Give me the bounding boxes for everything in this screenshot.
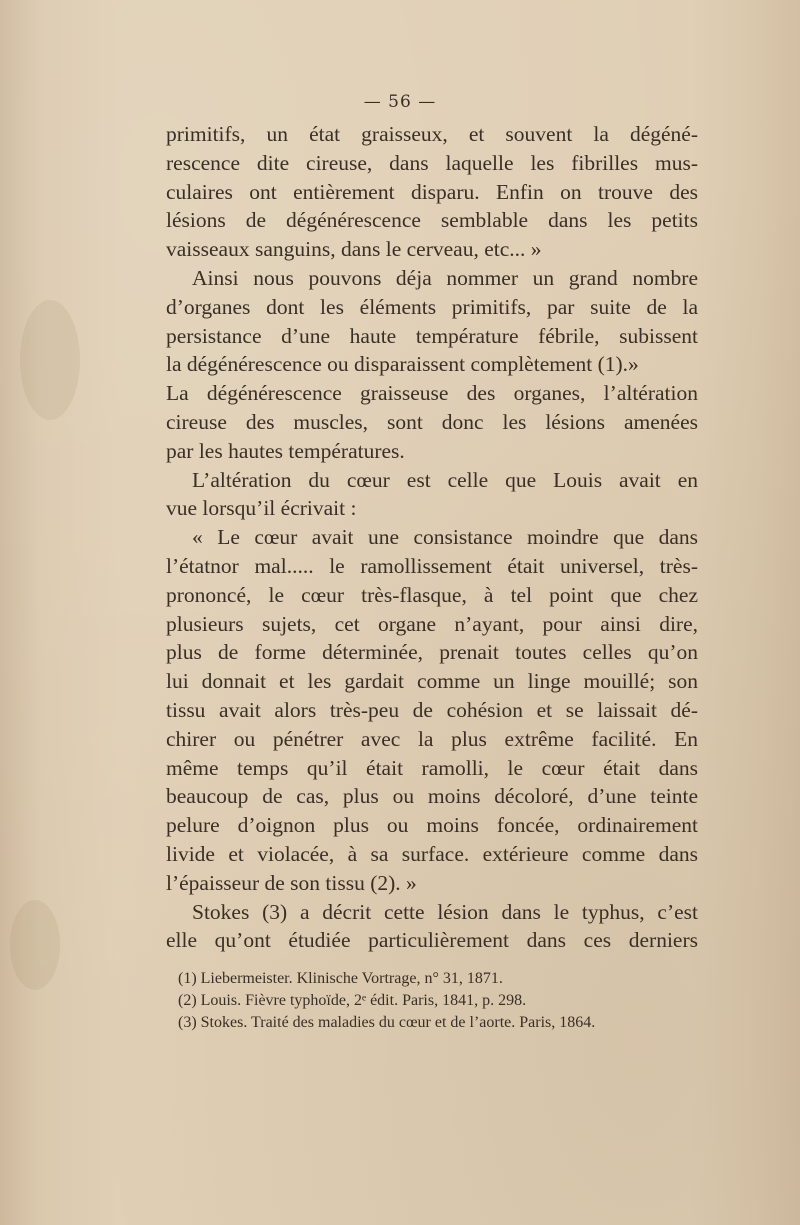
text-line: beaucoup de cas, plus ou moins décoloré, d’une teinte [166,784,698,809]
paper-stain [10,900,60,990]
text-line: livide et violacée, à sa surface. extérieure comme dans [166,841,698,866]
footnote: (1) Liebermeister. Klinische Vortrage, n° 31, 1871. [178,970,503,987]
footnote: (2) Louis. Fièvre typhoïde, 2ᵉ édit. Paris, 1841, p. 298. [178,992,527,1009]
paper-stain [20,300,80,420]
body-text [166,120,698,955]
text-line: Ainsi nous pouvons déja nommer un grand nombre [192,265,698,290]
text-line: tissu avait alors très-peu de cohésion et se laissait dé- [166,697,698,722]
text-line: même temps qu’il était ramolli, le cœur était dans [166,755,698,780]
text-line: vue lorsqu’il écrivait : [166,496,357,521]
text-line: l’étatnor mal..... le ramollissement était universel, très- [166,553,698,578]
text-line: L’altération du cœur est celle que Louis avait en [192,467,698,492]
text-line: la dégénérescence ou disparaissent complètement (1).» [166,352,639,377]
footnotes [178,968,698,1034]
text-line: primitifs, un état graisseux, et souvent la dégéné- [166,122,698,146]
text-line: Stokes (3) a décrit cette lésion dans le typhus, c’est [192,899,698,924]
text-line: persistance d’une haute température fébrile, subissent [166,323,698,348]
text-line: plus de forme déterminée, prenait toutes celles qu’on [166,640,698,665]
text-line: pelure d’oignon plus ou moins foncée, ordinairement [166,813,698,838]
text-line: culaires ont entièrement disparu. Enfin on trouve des [166,179,698,204]
text-line: l’épaisseur de son tissu (2). » [166,870,417,895]
text-line: chirer ou pénétrer avec la plus extrême facilité. En [166,726,698,751]
text-line: plusieurs sujets, cet organe n’ayant, pour ainsi dire, [166,611,698,636]
footnote: (3) Stokes. Traité des maladies du cœur et de l’aorte. Paris, 1864. [178,1014,596,1031]
text-line: d’organes dont les éléments primitifs, par suite de la [166,294,698,319]
text-line: prononcé, le cœur très-flasque, à tel point que chez [166,582,698,607]
text-line: lui donnait et les gardait comme un linge mouillé; son [166,669,698,694]
text-line: elle qu’ont étudiée particulièrement dans ces derniers [166,928,698,953]
text-line: La dégénérescence graisseuse des organes, l’altération [166,381,698,406]
text-line: lésions de dégénérescence semblable dans les petits [166,208,698,233]
text-line: « Le cœur avait une consistance moindre que dans [192,525,698,550]
text-line: vaisseaux sanguins, dans le cerveau, etc... » [166,237,542,262]
text-line: cireuse des muscles, sont donc les lésions amenées [166,409,698,434]
text-line: par les hautes températures. [166,438,405,463]
text-line: rescence dite cireuse, dans laquelle les fibrilles mus- [166,150,698,175]
page-number: — 56 — [363,92,437,112]
